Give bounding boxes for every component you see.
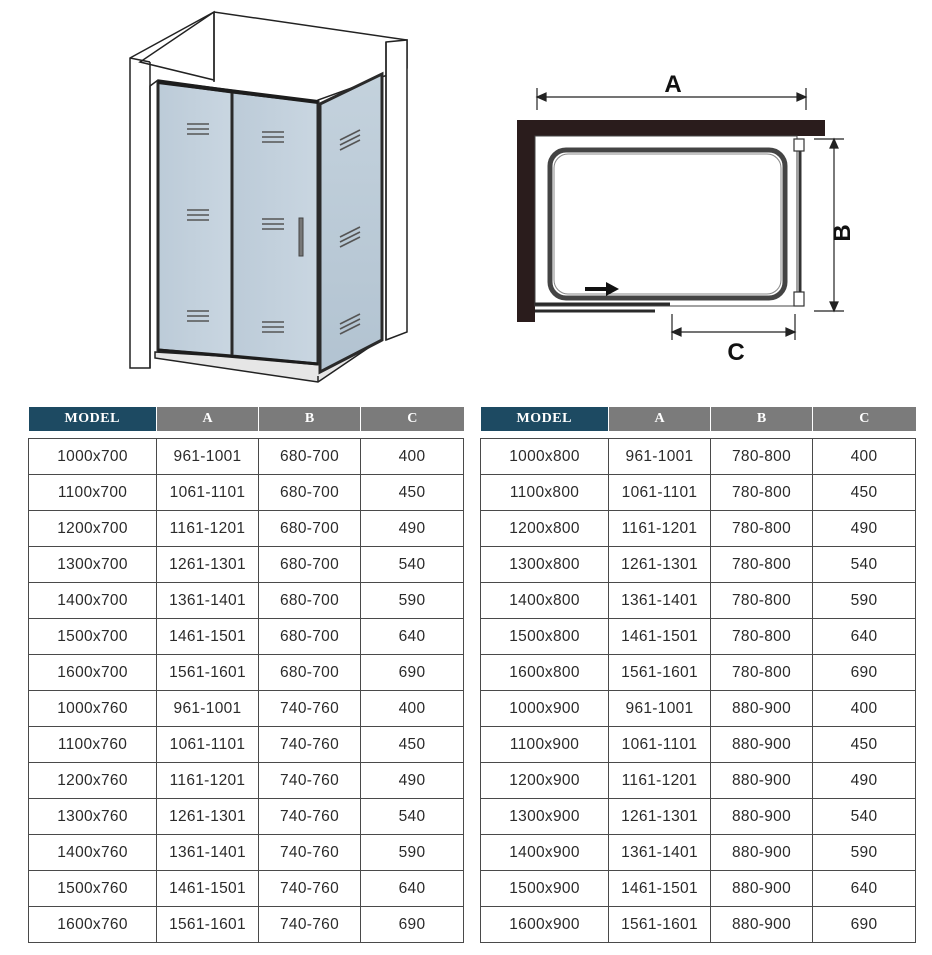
cell-c: 590	[361, 583, 464, 619]
cell-a: 1261-1301	[157, 799, 259, 835]
cell-model: 1200x760	[29, 763, 157, 799]
table-row	[29, 655, 464, 691]
cell-c: 540	[361, 799, 464, 835]
table-header-row	[29, 407, 464, 431]
cell-b: 780-800	[711, 475, 813, 511]
cell-a: 1161-1201	[157, 511, 259, 547]
cell-b: 740-760	[259, 691, 361, 727]
table-row	[481, 619, 916, 655]
size-table-right	[480, 407, 916, 943]
table-row	[29, 583, 464, 619]
cell-b: 780-800	[711, 619, 813, 655]
cell-a: 1561-1601	[157, 907, 259, 943]
table-row	[481, 727, 916, 763]
door-handle	[299, 218, 303, 256]
cell-b: 680-700	[259, 583, 361, 619]
cell-a: 1161-1201	[157, 763, 259, 799]
cell-a: 1561-1601	[609, 907, 711, 943]
cell-a: 1261-1301	[157, 547, 259, 583]
size-table-left	[28, 407, 464, 943]
table-row	[29, 511, 464, 547]
plan-tray	[535, 136, 797, 306]
table-row	[29, 439, 464, 475]
table-row	[481, 547, 916, 583]
table-row	[29, 547, 464, 583]
cell-model: 1000x800	[481, 439, 609, 475]
cell-c: 400	[813, 691, 916, 727]
table-row	[481, 511, 916, 547]
label-a: A	[664, 71, 682, 98]
front-door-panels	[158, 82, 318, 364]
cell-b: 780-800	[711, 655, 813, 691]
cell-model: 1100x700	[29, 475, 157, 511]
cell-a: 1361-1401	[609, 583, 711, 619]
cell-a: 1461-1501	[609, 619, 711, 655]
cell-a: 1361-1401	[609, 835, 711, 871]
cell-a: 1061-1101	[157, 727, 259, 763]
cell-b: 780-800	[711, 511, 813, 547]
table-row	[481, 799, 916, 835]
cell-b: 780-800	[711, 547, 813, 583]
cell-c: 590	[813, 583, 916, 619]
cell-b: 880-900	[711, 691, 813, 727]
cell-b: 780-800	[711, 439, 813, 475]
cell-c: 450	[361, 475, 464, 511]
plan-side-panel	[794, 139, 804, 306]
cell-c: 490	[361, 511, 464, 547]
cell-b: 680-700	[259, 511, 361, 547]
table-row	[29, 475, 464, 511]
cell-model: 1600x760	[29, 907, 157, 943]
header-b: B	[711, 407, 813, 431]
label-c: C	[727, 339, 745, 366]
cell-model: 1500x900	[481, 871, 609, 907]
table-row	[481, 763, 916, 799]
cell-model: 1100x800	[481, 475, 609, 511]
cell-a: 1361-1401	[157, 835, 259, 871]
cell-c: 490	[813, 763, 916, 799]
header-c: C	[813, 407, 916, 431]
cell-b: 740-760	[259, 907, 361, 943]
cell-b: 880-900	[711, 727, 813, 763]
cell-c: 540	[361, 547, 464, 583]
cell-model: 1500x700	[29, 619, 157, 655]
cell-a: 1261-1301	[609, 799, 711, 835]
table-row	[29, 763, 464, 799]
cell-b: 880-900	[711, 763, 813, 799]
header-a: A	[609, 407, 711, 431]
cell-c: 640	[361, 871, 464, 907]
cell-c: 640	[813, 619, 916, 655]
cell-model: 1400x800	[481, 583, 609, 619]
cell-a: 1161-1201	[609, 511, 711, 547]
cell-a: 1461-1501	[157, 619, 259, 655]
cell-model: 1400x700	[29, 583, 157, 619]
cell-a: 961-1001	[609, 691, 711, 727]
table-row	[29, 727, 464, 763]
cell-b: 740-760	[259, 763, 361, 799]
cell-c: 450	[361, 727, 464, 763]
cell-c: 640	[361, 619, 464, 655]
cell-a: 961-1001	[609, 439, 711, 475]
cell-model: 1400x900	[481, 835, 609, 871]
cell-a: 1261-1301	[609, 547, 711, 583]
cell-model: 1200x700	[29, 511, 157, 547]
cell-model: 1200x900	[481, 763, 609, 799]
table-row	[481, 691, 916, 727]
table-row	[481, 907, 916, 943]
cell-b: 740-760	[259, 727, 361, 763]
cell-a: 1161-1201	[609, 763, 711, 799]
cell-a: 1061-1101	[609, 727, 711, 763]
cell-c: 690	[813, 655, 916, 691]
cell-model: 1200x800	[481, 511, 609, 547]
cell-b: 680-700	[259, 475, 361, 511]
table-row	[481, 871, 916, 907]
cell-a: 1061-1101	[157, 475, 259, 511]
cell-b: 880-900	[711, 799, 813, 835]
table-row	[29, 799, 464, 835]
cell-b: 880-900	[711, 871, 813, 907]
table-header-row	[481, 407, 916, 431]
cell-model: 1600x700	[29, 655, 157, 691]
cell-b: 740-760	[259, 871, 361, 907]
cell-model: 1100x760	[29, 727, 157, 763]
cell-a: 1561-1601	[609, 655, 711, 691]
header-model: MODEL	[29, 407, 157, 431]
cell-a: 1561-1601	[157, 655, 259, 691]
table-row	[29, 619, 464, 655]
cell-c: 640	[813, 871, 916, 907]
table-row	[481, 835, 916, 871]
cell-model: 1500x800	[481, 619, 609, 655]
cell-a: 1061-1101	[609, 475, 711, 511]
cell-c: 540	[813, 799, 916, 835]
cell-c: 450	[813, 475, 916, 511]
cell-model: 1400x760	[29, 835, 157, 871]
cell-model: 1500x760	[29, 871, 157, 907]
table-row	[481, 439, 916, 475]
dimension-c	[672, 314, 795, 340]
cell-a: 961-1001	[157, 439, 259, 475]
header-a: A	[157, 407, 259, 431]
cell-c: 400	[361, 439, 464, 475]
cell-a: 1461-1501	[609, 871, 711, 907]
cell-c: 450	[813, 727, 916, 763]
cell-model: 1300x760	[29, 799, 157, 835]
cell-model: 1000x900	[481, 691, 609, 727]
cell-model: 1000x700	[29, 439, 157, 475]
table-row	[481, 475, 916, 511]
cell-c: 400	[813, 439, 916, 475]
table-row	[29, 871, 464, 907]
cell-c: 590	[813, 835, 916, 871]
cell-c: 490	[361, 763, 464, 799]
table-row	[29, 907, 464, 943]
cell-a: 1461-1501	[157, 871, 259, 907]
side-panel	[320, 74, 382, 372]
cell-model: 1600x800	[481, 655, 609, 691]
table-row	[29, 835, 464, 871]
cell-model: 1600x900	[481, 907, 609, 943]
cell-model: 1300x700	[29, 547, 157, 583]
cell-b: 680-700	[259, 547, 361, 583]
header-c: C	[361, 407, 464, 431]
cell-b: 740-760	[259, 835, 361, 871]
cell-a: 961-1001	[157, 691, 259, 727]
table-row	[481, 655, 916, 691]
table-row	[481, 583, 916, 619]
cell-b: 680-700	[259, 655, 361, 691]
shower-enclosure-illustration	[120, 8, 420, 386]
cell-c: 540	[813, 547, 916, 583]
cell-c: 400	[361, 691, 464, 727]
cell-model: 1300x800	[481, 547, 609, 583]
plan-view-diagram	[505, 62, 856, 367]
cell-c: 690	[361, 907, 464, 943]
cell-c: 590	[361, 835, 464, 871]
header-b: B	[259, 407, 361, 431]
cell-b: 680-700	[259, 439, 361, 475]
cell-b: 880-900	[711, 907, 813, 943]
label-b: B	[829, 224, 856, 242]
cell-c: 490	[813, 511, 916, 547]
cell-b: 880-900	[711, 835, 813, 871]
plan-sliding-doors	[535, 304, 670, 311]
cell-c: 690	[813, 907, 916, 943]
cell-a: 1361-1401	[157, 583, 259, 619]
cell-model: 1000x760	[29, 691, 157, 727]
cell-b: 780-800	[711, 583, 813, 619]
cell-b: 740-760	[259, 799, 361, 835]
cell-model: 1100x900	[481, 727, 609, 763]
header-model: MODEL	[481, 407, 609, 431]
cell-model: 1300x900	[481, 799, 609, 835]
cell-c: 690	[361, 655, 464, 691]
table-row	[29, 691, 464, 727]
cell-b: 680-700	[259, 619, 361, 655]
